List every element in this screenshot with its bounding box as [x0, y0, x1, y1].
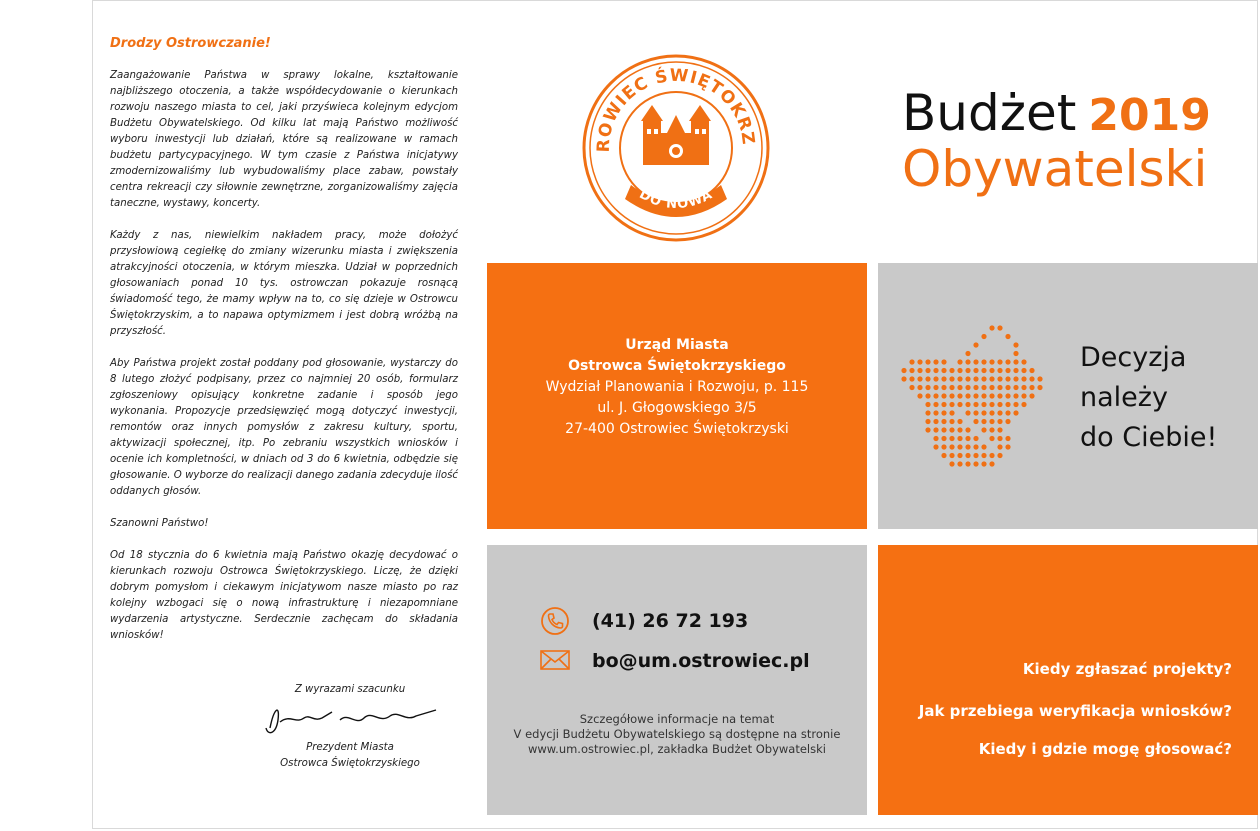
letter-paragraph-3: Aby Państwa projekt został poddany pod głosowanie, wystarczy do 8 lutego złożyć podpisany, przez co najmniej 20 osób, formularz zgłoszeniowy opisujący konkretne zadanie i sposób jego wykonania. Propozycje przedsięwzięć mogą dotyczyć inwestycji, remontów oraz innych pomysłów z zakresu kultury, sportu, aktywizacji społecznej, itp. Po zebraniu wszystkich wniosków i ocenie ich kompletności, w dniach od 3 do 6 kwietnia, odbędzie się głosowanie. O wyborze do realizacji danego zadania zdecyduje ilość oddanych głosów. — [110, 358, 458, 497]
hand-dot — [957, 427, 962, 432]
hand-dot — [1005, 334, 1010, 339]
title-line-1 — [902, 84, 1211, 142]
hand-dot — [981, 427, 986, 432]
hand-dot — [933, 402, 938, 407]
hand-dot — [909, 359, 914, 364]
hand-dot — [1005, 444, 1010, 449]
slogan-line-2: należy — [1080, 382, 1168, 413]
title-budzet: Budżet — [902, 84, 1077, 142]
hand-dot — [1037, 376, 1042, 381]
hand-dot — [973, 385, 978, 390]
hand-dot — [973, 342, 978, 347]
hand-dot — [949, 385, 954, 390]
email-address[interactable]: bo@um.ostrowiec.pl — [592, 650, 810, 672]
hand-dot — [997, 402, 1002, 407]
hand-dot — [1021, 376, 1026, 381]
signer-org: Ostrowca Świętokrzyskiego — [280, 758, 420, 769]
hand-dot — [1029, 376, 1034, 381]
hand-dot — [981, 419, 986, 424]
hand-dot — [973, 402, 978, 407]
hand-dot — [965, 385, 970, 390]
hand-dot — [1029, 368, 1034, 373]
hand-dot — [949, 427, 954, 432]
hand-dot — [1037, 385, 1042, 390]
hand-dot — [1005, 376, 1010, 381]
hand-dot — [981, 376, 986, 381]
mail-icon — [540, 648, 570, 676]
hand-dot — [925, 368, 930, 373]
hand-dot — [933, 427, 938, 432]
hand-dot — [949, 461, 954, 466]
hand-dot — [989, 410, 994, 415]
hand-dot — [973, 410, 978, 415]
letter-paragraph-2: Każdy z nas, niewielkim nakładem pracy, może dołożyć przysłowiową cegiełkę do zmiany wizerunku miasta i zwiększenia atrakcyjności otoczenia, w którym mieszka. Udział w poprzednich głosowaniach ponad 10 tys. ostrowczan pokazuje rosnącą świadomość tego, że mamy wpływ na to, co się dzieje w Ostrowcu Świętokrzyskim, a to napawa optymizmem i jest dobrą wróżbą na przyszłość. — [110, 230, 458, 337]
hand-dot — [941, 436, 946, 441]
hand-dot — [997, 385, 1002, 390]
hand-dot — [981, 453, 986, 458]
hand-dot — [981, 359, 986, 364]
hand-dot — [909, 368, 914, 373]
hand-dot — [1005, 410, 1010, 415]
hand-dot — [925, 427, 930, 432]
hand-dot — [957, 436, 962, 441]
hand-dot — [917, 393, 922, 398]
signature-text — [273, 717, 410, 732]
hand-dot — [981, 402, 986, 407]
hand-dot — [1013, 410, 1018, 415]
hand-dot — [1013, 368, 1018, 373]
hand-dot — [965, 402, 970, 407]
hand-dot — [965, 410, 970, 415]
letter-paragraph-1: Zaangażowanie Państwa w sprawy lokalne, kształtowanie najbliższego otoczenia, a także współdecydowanie o kierunkach rozwoju naszego miasta to cel, jaki przyświeca kolejnym edycjom Budżetu Obywatelskiego. Od kilku lat mają Państwo możliwość wyboru inwestycji lub działań, które są realizowane w ramach budżetu partycypacyjnego. W tym czasie z Państwa inicjatywy zmodernizowaliśmy lub wybudowaliśmy place zabaw, powstały centra rekreacji czy siłownie zewnętrzne, zorganizowaliśmy zajęcia taneczne, wystawy, koncerty. — [110, 70, 458, 209]
hand-dot — [941, 385, 946, 390]
hand-dot — [1013, 393, 1018, 398]
hand-dot — [997, 444, 1002, 449]
hand-dot — [981, 410, 986, 415]
hand-dot — [973, 461, 978, 466]
hand-dot — [1029, 385, 1034, 390]
hand-dot — [933, 385, 938, 390]
hand-dot — [901, 368, 906, 373]
hand-dot — [949, 419, 954, 424]
hand-dot — [1013, 359, 1018, 364]
hand-dot — [973, 393, 978, 398]
hand-dot — [925, 393, 930, 398]
hand-dot — [941, 359, 946, 364]
hand-dot — [957, 453, 962, 458]
hand-dot — [965, 444, 970, 449]
hand-dot — [957, 419, 962, 424]
hand-dot — [981, 334, 986, 339]
hand-dot — [949, 436, 954, 441]
letter-paragraph-4: Szanowni Państwo! — [110, 518, 209, 529]
closing-text: Z wyrazami szacunku — [294, 684, 406, 695]
signature-block — [240, 682, 460, 772]
hand-dot — [925, 410, 930, 415]
hand-dot — [989, 427, 994, 432]
hand-dot — [989, 453, 994, 458]
signer-role: Prezydent Miasta — [306, 742, 394, 753]
hand-dot — [989, 461, 994, 466]
logo-ring-text: ROWIEC ŚWIĘTOKRZ — [593, 65, 759, 153]
hand-dot — [957, 444, 962, 449]
hand-dot — [933, 444, 938, 449]
hand-dot — [965, 359, 970, 364]
hand-dot — [973, 376, 978, 381]
hand-dot — [965, 461, 970, 466]
hand-dot — [949, 453, 954, 458]
hand-dot — [997, 453, 1002, 458]
hand-dot — [1021, 385, 1026, 390]
info-line-2: V edycji Budżetu Obywatelskiego są dostępne na stronie — [513, 727, 841, 741]
hand-dot — [949, 368, 954, 373]
hand-dot — [941, 410, 946, 415]
hand-dot — [997, 410, 1002, 415]
letter-paragraph-5: Od 18 stycznia do 6 kwietnia mają Państwo okazję decydować o kierunkach rozwoju Ostrowca Świętokrzyskiego. Liczę, że dzięki dobrym pomysłom i ciekawym inicjatywom nasze miasto po raz kolejny wzbogaci się o nową infrastrukturę i niezapomniane wydarzenia artystyczne. Serdecznie zachęcam do składania wniosków! — [110, 550, 458, 641]
hand-dot — [1013, 342, 1018, 347]
hand-dot — [933, 410, 938, 415]
hand-dot — [973, 359, 978, 364]
hand-dot — [989, 402, 994, 407]
hand-dot — [997, 376, 1002, 381]
hand-dot — [941, 427, 946, 432]
hand-dot — [957, 393, 962, 398]
dotted-hand-icon — [898, 322, 1048, 472]
city-logo — [581, 53, 771, 243]
office-street: ul. J. Głogowskiego 3/5 — [597, 400, 757, 416]
office-address — [487, 335, 867, 440]
slogan-line-1: Decyzja — [1080, 342, 1187, 373]
hand-dot — [989, 325, 994, 330]
hand-dot — [917, 359, 922, 364]
hand-dot — [933, 436, 938, 441]
hand-dot — [989, 376, 994, 381]
hand-dot — [949, 444, 954, 449]
hand-dot — [997, 368, 1002, 373]
hand-dot — [989, 368, 994, 373]
hand-dot — [981, 461, 986, 466]
hand-dot — [965, 393, 970, 398]
hand-dot — [973, 444, 978, 449]
hand-dot — [1005, 419, 1010, 424]
hand-dot — [1005, 436, 1010, 441]
hand-dot — [909, 385, 914, 390]
logo-ribbon-text: DO NOWA — [636, 187, 716, 213]
hand-dot — [957, 368, 962, 373]
question-3: Kiedy i gdzie mogę głosować? — [978, 740, 1232, 758]
hand-dot — [1005, 393, 1010, 398]
hand-dot — [957, 402, 962, 407]
hand-dot — [989, 393, 994, 398]
info-line-3: www.um.ostrowiec.pl, zakładka Budżet Obywatelski — [528, 742, 826, 756]
hand-dot — [973, 453, 978, 458]
hand-dot — [973, 368, 978, 373]
hand-dot — [917, 368, 922, 373]
hand-dot — [981, 393, 986, 398]
hand-dot — [989, 359, 994, 364]
hand-dot — [957, 385, 962, 390]
office-name-2: Ostrowca Świętokrzyskiego — [568, 358, 786, 374]
hand-dot — [941, 444, 946, 449]
hand-dot — [925, 419, 930, 424]
hand-dot — [997, 427, 1002, 432]
phone-icon — [540, 606, 570, 640]
letter-greeting: Drodzy Ostrowczanie! — [110, 36, 271, 51]
hand-dot — [997, 419, 1002, 424]
hand-dot — [949, 376, 954, 381]
hand-dot — [941, 368, 946, 373]
hand-dot — [1029, 393, 1034, 398]
hand-dot — [933, 359, 938, 364]
slogan-line-3: do Ciebie! — [1080, 422, 1218, 453]
hand-dot — [925, 359, 930, 364]
title-year: 2019 — [1088, 90, 1211, 141]
hand-dot — [1005, 359, 1010, 364]
hand-dot — [1021, 368, 1026, 373]
hand-dot — [965, 436, 970, 441]
hand-dot — [965, 368, 970, 373]
question-1: Kiedy zgłaszać projekty? — [1022, 660, 1232, 678]
title-line-2: Obywatelski — [902, 140, 1208, 198]
hand-dot — [909, 376, 914, 381]
phone-number: (41) 26 72 193 — [592, 610, 749, 632]
office-name-1: Urząd Miasta — [625, 337, 729, 353]
hand-dot — [1005, 402, 1010, 407]
hand-dot — [941, 402, 946, 407]
slogan — [1080, 338, 1217, 458]
hand-dot — [989, 385, 994, 390]
hand-dot — [997, 436, 1002, 441]
hand-dot — [997, 325, 1002, 330]
question-2: Jak przebiega weryfikacja wniosków? — [918, 702, 1232, 720]
hand-dot — [949, 402, 954, 407]
hand-dot — [1021, 359, 1026, 364]
office-dept: Wydział Planowania i Rozwoju, p. 115 — [545, 379, 809, 395]
hand-dot — [933, 376, 938, 381]
hand-dot — [989, 419, 994, 424]
hand-dot — [941, 453, 946, 458]
hand-dot — [917, 385, 922, 390]
hand-dot — [997, 359, 1002, 364]
hand-dot — [925, 376, 930, 381]
hand-dot — [925, 402, 930, 407]
hand-dot — [973, 436, 978, 441]
hand-dot — [965, 427, 970, 432]
hand-dot — [973, 419, 978, 424]
office-city: 27-400 Ostrowiec Świętokrzyski — [565, 421, 789, 437]
hand-dot — [957, 359, 962, 364]
hand-dot — [933, 368, 938, 373]
questions-panel — [878, 545, 1258, 815]
hand-dot — [965, 453, 970, 458]
hand-dot — [981, 385, 986, 390]
hand-dot — [957, 461, 962, 466]
hand-dot — [949, 410, 954, 415]
hand-dot — [933, 419, 938, 424]
hand-dot — [1013, 385, 1018, 390]
hand-dot — [957, 376, 962, 381]
hand-dot — [981, 444, 986, 449]
hand-dot — [989, 436, 994, 441]
hand-dot — [981, 368, 986, 373]
contact-panel — [487, 545, 867, 815]
letter — [110, 36, 458, 660]
info-line-1: Szczegółowe informacje na temat — [579, 712, 775, 726]
hand-dot — [1013, 351, 1018, 356]
hand-dot — [997, 393, 1002, 398]
hand-dot — [1013, 402, 1018, 407]
hand-dot — [1021, 393, 1026, 398]
hand-dot — [1021, 402, 1026, 407]
hand-dot — [965, 376, 970, 381]
hand-dot — [941, 393, 946, 398]
hand-dot — [1013, 376, 1018, 381]
hand-dot — [1005, 385, 1010, 390]
hand-dot — [933, 393, 938, 398]
hand-dot — [965, 351, 970, 356]
hand-dot — [925, 385, 930, 390]
hand-dot — [941, 376, 946, 381]
hand-dot — [941, 419, 946, 424]
hand-dot — [901, 376, 906, 381]
hand-dot — [917, 376, 922, 381]
hand-dot — [1005, 368, 1010, 373]
handwritten-signature — [240, 698, 460, 740]
info-text — [487, 712, 867, 757]
hand-dot — [949, 393, 954, 398]
